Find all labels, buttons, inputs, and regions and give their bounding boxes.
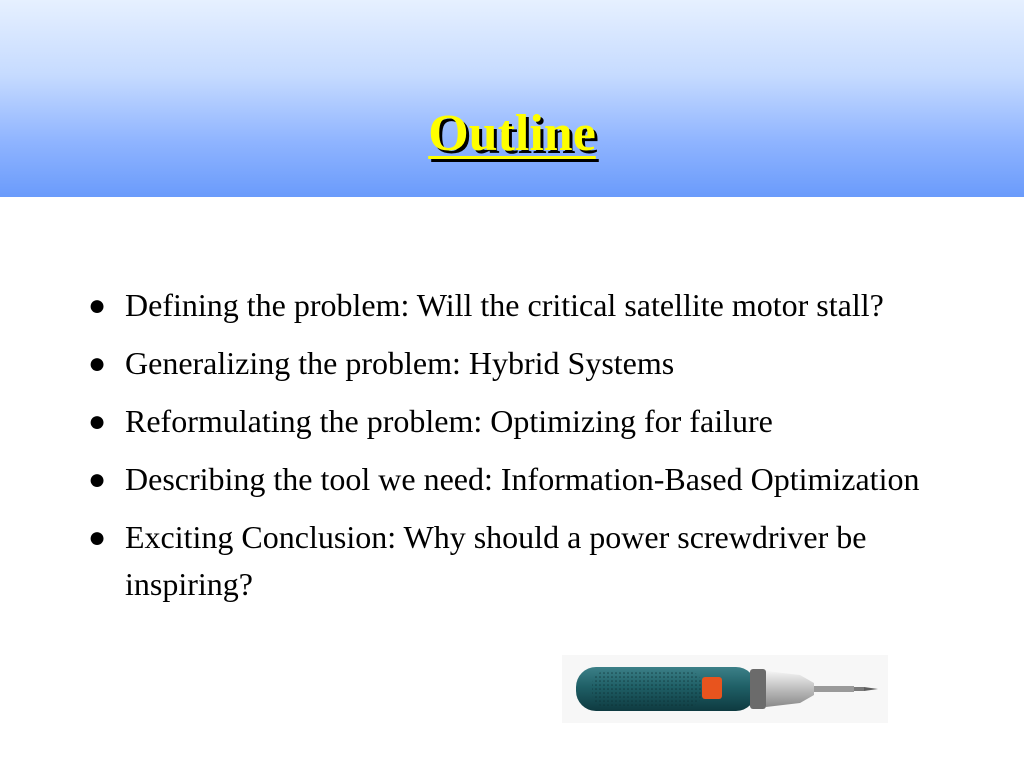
power-screwdriver-icon: [562, 655, 888, 723]
list-item: [88, 514, 958, 608]
bullet-text: Exciting Conclusion: Why should a power screwdriver be inspiring?: [125, 519, 867, 602]
bullet-text: Reformulating the problem: Optimizing for failure: [125, 403, 773, 439]
power-screwdriver-image: [562, 655, 888, 723]
bullet-list: [88, 282, 958, 619]
bullet-text: Defining the problem: Will the critical satellite motor stall?: [125, 287, 884, 323]
bullet-text: Describing the tool we need: Information-Based Optimization: [125, 461, 920, 497]
list-item: [88, 398, 958, 445]
list-item: [88, 456, 958, 503]
bullet-text: Generalizing the problem: Hybrid Systems: [125, 345, 675, 381]
bullet-icon: ●: [88, 463, 107, 496]
header-band: [0, 0, 1024, 197]
bullet-icon: ●: [88, 289, 107, 322]
list-item: [88, 282, 958, 329]
bullet-icon: ●: [88, 405, 107, 438]
list-item: [88, 340, 958, 387]
bullet-icon: ●: [88, 347, 107, 380]
bullet-icon: ●: [88, 521, 107, 554]
slide-title: Outline: [428, 105, 596, 162]
